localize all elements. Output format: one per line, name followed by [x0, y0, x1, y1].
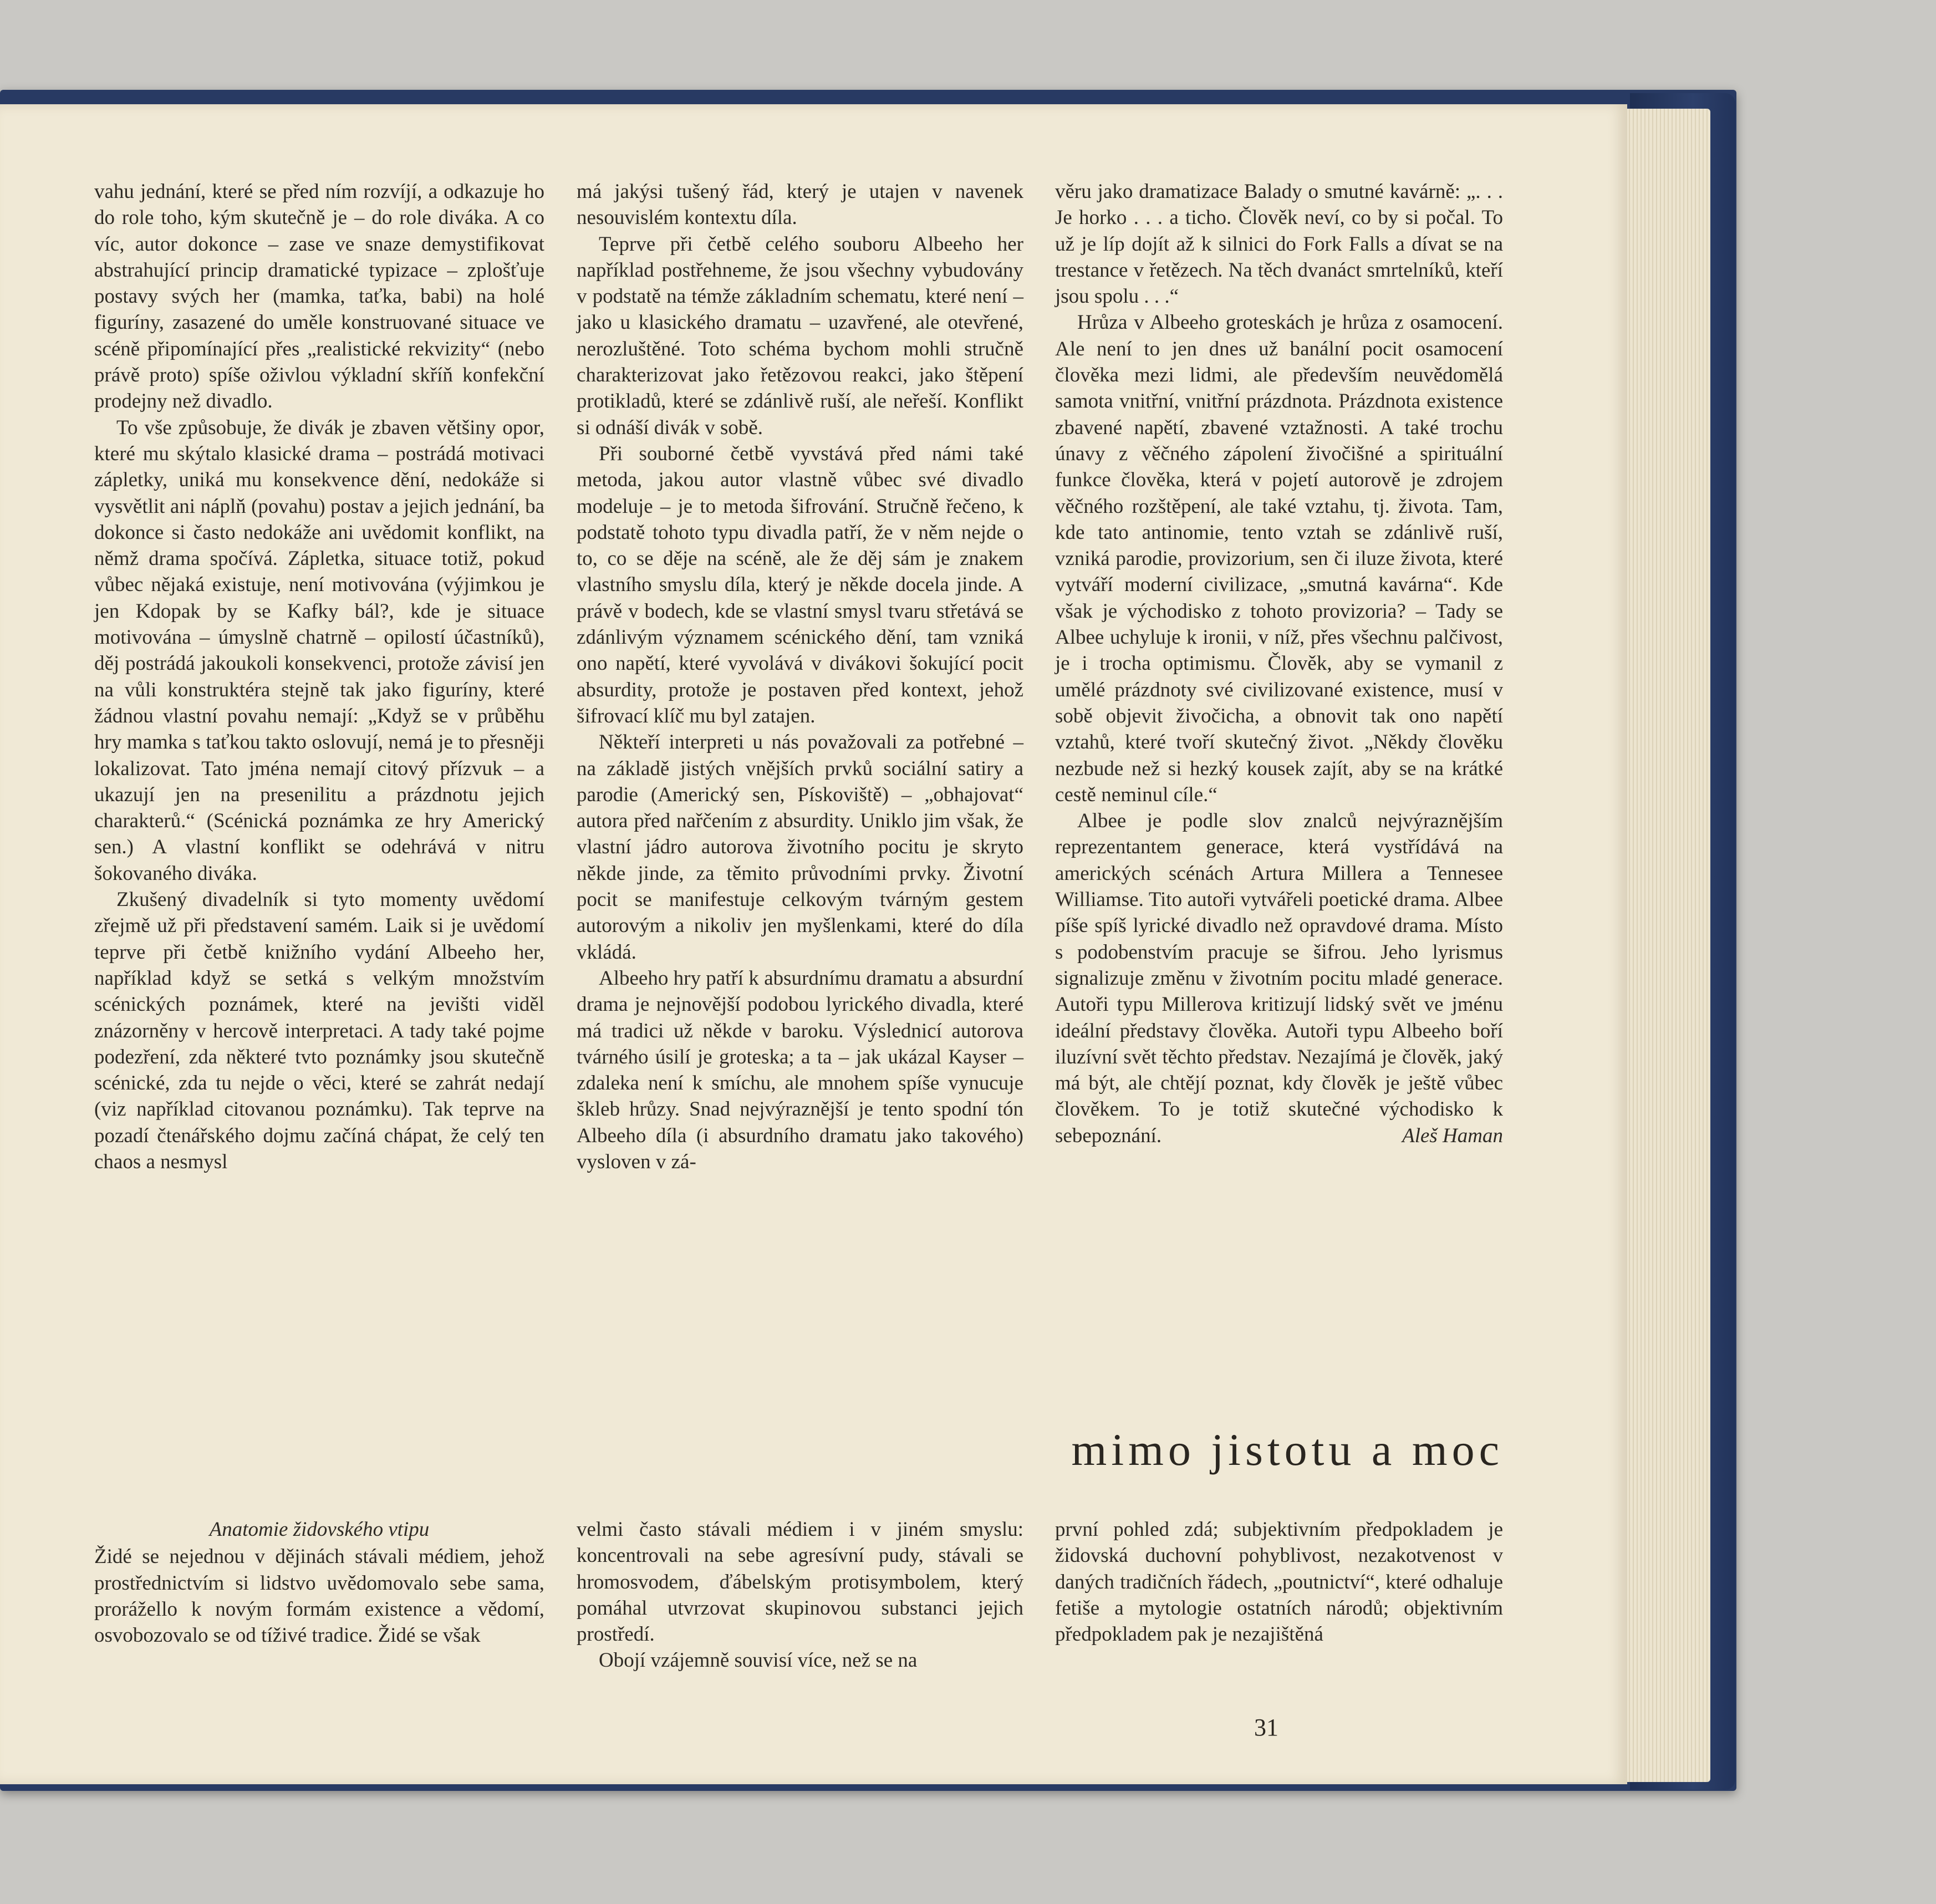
paragraph: Obojí vzájemně souvisí více, než se na	[599, 1649, 918, 1672]
paragraph: Teprve při četbě celého souboru Albeeho her například postřehneme, že jsou všechny vybudovány v podstatě na témže základním schematu, které není – jako u klasického dramatu – uzavřené, ale otevřené, nerozluštěné. Toto schéma bychom mohli stručně charakterizovat jako řetězovou reakci, jako štěpení protikladů, které se zdánlivě ruší, ale neřeší. Konflikt si odnáší divák v sobě.	[577, 232, 1023, 439]
article-column-2	[577, 179, 1023, 1175]
paragraph: Zkušený divadelník si tyto momenty uvědomí zřejmě už při představení samém. Laik si je uvědomí teprve při četbě knižního vydání Albeeho her, například když se setká s velkým množstvím scénických poznámek, které na jevišti viděl znázorněny v hercově interpretaci. A tady také pojme podezření, zda některé tvto poznámky jsou skutečně scénické, zda tu nejde o věci, které se zahrát nedají (viz například citovanou poznámku). Tak teprve na pozadí čtenářského dojmu začíná chápat, že celý ten chaos a nesmysl	[94, 888, 544, 1173]
page-number: 31	[1254, 1714, 1278, 1741]
paragraph: věru jako dramatizace Balady o smutné kavárně: „. . . Je horko . . . a ticho. Člověk neví, co by si počal. To už je líp dojít až k silnici do Fork Falls a dívat se na trestance v řetězech. Na těch dvanáct smrtelníků, kteří jsou spolu . . .“	[1055, 180, 1503, 308]
subheading: Anatomie židovského vtipu	[209, 1518, 430, 1541]
paragraph	[1055, 808, 1503, 1149]
author-signature: Aleš Haman	[1402, 1124, 1503, 1147]
paragraph: To vše způsobuje, že divák je zbaven většiny opor, které mu skýtalo klasické drama – postrádá motivaci zápletky, uniká mu konsekvence dění, nedokáže si vysvětlit ani náplň (povahu) postav a jejich jednání, ba dokonce si často nedokáže ani uvědomit konflikt, na němž drama spočívá. Zápletka, situace totiž, pokud vůbec nějaká existuje, není motivována (výjimkou je jen Kdopak by se Kafky bál?, kde je situace motivována – úmyslně chatrně – opilostí účastníků), děj postrádá jakoukoli konsekvenci, protože závisí jen na vůli konstruktéra stejně tak jako figuríny, které žádnou vlastní povahu nemají: „Když se v průběhu hry mamka s taťkou takto oslovují, nemá je to přesněji lokalizovat. Tato jména nemají citový přízvuk – a ukazují jen na presenilitu a prázdnotu jejich charakterů.“ (Scénická poznámka ze hry Americký sen.) A vlastní konflikt se odehrává v nitru šokovaného diváka.	[94, 416, 544, 885]
paragraph: velmi často stávali médiem i v jiném smyslu: koncentrovali na sebe agresívní pudy, stávali se hromosvodem, ďábelským protisymbolem, který pomáhal utvrzovat skupinovou substanci jejich prostředí.	[577, 1518, 1023, 1646]
paragraph: Někteří interpreti u nás považovali za potřebné – na základě jistých vnějších prvků sociální satiry a parodie (Americký sen, Pískoviště) – „obhajovat“ autora před nařčením z absurdity. Uniklo jim však, že vlastní jádro autorova životního pocitu je skryto někde jinde, za těmito průvodními prvky. Životní pocit se manifestuje celkovým tvárným gestem autorovým a nikoliv jen myšlenkami, které do díla vkládá.	[577, 731, 1023, 964]
paragraph: první pohled zdá; subjektivním předpokladem je židovská duchovní pohyblivost, nezakotvenost v daných tradičních řádech, „poutnictví“, které odhaluje fetiše a mytologie ostatních národů; objektivním předpokladem pak je nezajištěná	[1055, 1518, 1503, 1646]
paragraph: má jakýsi tušený řád, který je utajen v navenek nesouvislém kontextu díla.	[577, 180, 1023, 230]
section-title: mimo jistotu a moc	[1071, 1424, 1504, 1475]
paragraph: Hrůza v Albeeho groteskách je hrůza z osamocení. Ale není to jen dnes už banální pocit osamocení člověka mezi lidmi, ale především neuvědomělá samota vnitřní, vnitřní prázdnota. Prázdnota existence zbavené napětí, zbavené vztažnosti. A také trochu únavy z věčného zápolení živočišné a spirituální funkce člověka, která v pojetí autorově je zdrojem věčného rozštěpení, ale také vztahu, tj. života. Tam, kde tato antinomie, tento vztah se zdánlivě ruší, vzniká parodie, provizorium, sen či iluze života, které vytváří moderní civilizace, „smutná kavárna“. Kde však je východisko z tohoto provizoria? – Tady se Albee uchyluje k ironii, v níž, přes všechnu palčivost, je i trocha optimismu. Člověk, aby se vymanil z umělé prázdnoty své civilizované existence, musí v sobě objevit živočicha, a obnovit tak ono napětí vztahů, které tvoří skutečný život. „Někdy člověku nezbude než si hezký kousek zajít, aby se na krátké cestě neminul cíle.“	[1055, 311, 1503, 806]
article-column-5	[577, 1516, 1023, 1674]
paragraph: Při souborné četbě vyvstává před námi také metoda, jakou autor vlastně vůbec své divadlo modeluje – je to metoda šifrování. Stručně řečeno, k podstatě tohoto typu divadla patří, že v něm nejde o to, co se děje na scéně, ale že děj sám je znakem vlastního smyslu díla, který je někde docela jinde. A právě v bodech, kde se vlastní smysl tvaru střetává se zdánlivým významem scénického dění, tam vzniká ono napětí, které vyvolává v divákovi šokující pocit absurdity, protože je postaven před kontext, jehož šifrovací klíč mu byl zatajen.	[577, 442, 1023, 727]
article-column-6	[1055, 1516, 1503, 1647]
article-column-3	[1055, 179, 1503, 1149]
paragraph-text: Albee je podle slov znalců nejvýraznějším reprezentantem generace, která vystřídává na amerických scénách Artura Millera a Tennesee Williamse. Tito autoři vytvářeli poetické drama. Albee píše spíš lyrické divadlo než opravdové drama. Místo s podobenstvím pracuje se šifrou. Jeho lyrismus signalizuje změnu v životním pocitu mladé generace. Autoři typu Millerova kritizují lidský svět ve jménu ideální představy člověka. Autoři typu Albeeho boří iluzívní svět těchto představ. Nezajímá je člověk, jaký má být, ale chtějí poznat, kdy člověk je ještě vůbec člověkem. To je totiž skutečné východisko k sebepoznání.	[1055, 810, 1503, 1147]
paragraph: Židé se nejednou v dějinách stávali médiem, jehož prostřednictvím si lidstvo uvědomovalo sebe sama, prorážello k novým formám existence a vědomí, osvobozovalo se od tíživé tradice. Židé se však	[94, 1545, 544, 1647]
article-column-1	[94, 179, 544, 1175]
paragraph: vahu jednání, které se před ním rozvíjí, a odkazuje ho do role toho, kým skutečně je – do role diváka. A co víc, autor dokonce – zase ve snaze demystifikovat abstrahující princip dramatické typizace – zplošťuje postavy svých her (mamka, taťka, babi) na holé figuríny, zasazené do uměle konstruované situace ve scéně připomínající přes „realistické rekvizity“ (nebo právě proto) spíše oživlou výkladní skříň konfekční prodejny než divadlo.	[94, 180, 544, 413]
article-column-4	[94, 1516, 544, 1648]
paragraph: Albeeho hry patří k absurdnímu dramatu a absurdní drama je nejnovější podobou lyrického divadla, které má tradici už někde v baroku. Výslednicí autorova tvárného úsilí je groteska; a ta – jak ukázal Kayser – zdaleka není k smíchu, ale mnohem spíše vynucuje škleb hrůzy. Snad nejvýraznější je tento spodní tón Albeeho díla (i absurdního dramatu jako takového) vysloven v zá-	[577, 966, 1023, 1173]
